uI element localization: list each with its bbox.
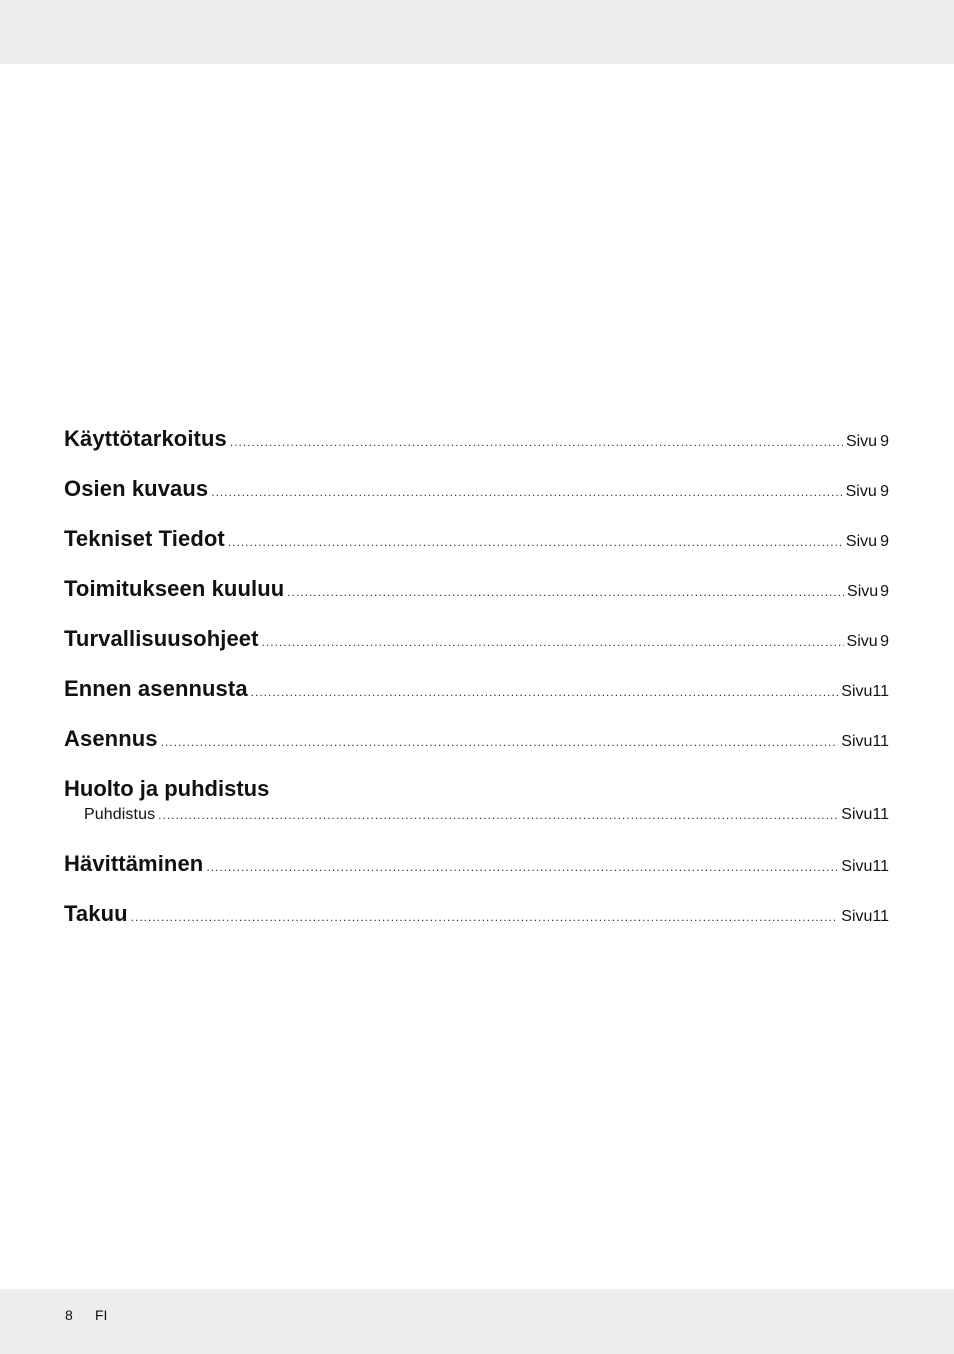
toc-entry-title: Takuu: [64, 901, 128, 926]
sivu-label: Sivu: [841, 858, 873, 875]
toc-entry-tekniset-tiedot[interactable]: [64, 526, 889, 552]
page-number: 9: [880, 583, 889, 600]
header-band: [0, 0, 954, 64]
toc-entry-toimitukseen-kuuluu[interactable]: [64, 576, 889, 602]
sivu-label: Sivu: [841, 908, 873, 925]
dot-leader: [211, 485, 842, 499]
toc-entry-title: Tekniset Tiedot: [64, 526, 225, 551]
dot-leader: [228, 535, 843, 549]
toc-entry-ennen-asennusta[interactable]: [64, 676, 889, 702]
toc-entry-puhdistus[interactable]: [84, 806, 889, 824]
toc-entry-havittaminen[interactable]: [64, 851, 889, 877]
toc-entry-title: Käyttötarkoitus: [64, 426, 227, 451]
footer-language-code: FI: [95, 1307, 108, 1323]
toc-entry-title: Turvallisuusohjeet: [64, 626, 259, 651]
toc-entry-title: Hävittäminen: [64, 851, 204, 876]
dot-leader: [206, 860, 838, 874]
dot-leader: [161, 735, 839, 749]
page-number: 9: [880, 633, 889, 650]
page-number: 11: [872, 908, 889, 925]
toc-entry-osien-kuvaus[interactable]: [64, 476, 889, 502]
toc-entry-takuu[interactable]: [64, 901, 889, 927]
dot-leader: [251, 685, 839, 699]
page-number: 9: [880, 533, 889, 550]
toc-entry-turvallisuusohjeet[interactable]: [64, 626, 889, 652]
page-number: 11: [872, 683, 889, 700]
page-number: 9: [880, 483, 889, 500]
toc-entry-title: Puhdistus: [84, 806, 156, 823]
footer-page-number: 8: [65, 1307, 73, 1323]
toc-entry-title: Asennus: [64, 726, 158, 751]
sivu-label: Sivu: [845, 533, 878, 550]
sivu-label: Sivu: [847, 583, 879, 600]
footer-band: [0, 1289, 954, 1354]
dot-leader: [131, 910, 839, 924]
sivu-label: Sivu: [841, 733, 873, 750]
page-number: 11: [872, 858, 889, 875]
sivu-label: Sivu: [841, 683, 873, 700]
sivu-label: Sivu: [841, 806, 873, 823]
toc-section-huolto-ja-puhdistus[interactable]: Huolto ja puhdistus: [64, 776, 270, 801]
page-number: 11: [872, 806, 889, 823]
toc-entry-title: Toimitukseen kuuluu: [64, 576, 285, 601]
toc-entry-title: Ennen asennusta: [64, 676, 248, 701]
page-number: 9: [880, 433, 889, 450]
sivu-label: Sivu: [845, 483, 877, 500]
dot-leader: [230, 435, 843, 449]
sivu-label: Sivu: [845, 433, 878, 450]
toc-entry-kayttotarkoitus[interactable]: [64, 426, 889, 452]
dot-leader: [158, 808, 838, 822]
sivu-label: Sivu: [846, 633, 878, 650]
toc-entry-asennus[interactable]: [64, 726, 889, 752]
dot-leader: [287, 585, 844, 599]
page-number: 11: [872, 733, 889, 750]
toc-entry-title: Osien kuvaus: [64, 476, 209, 501]
dot-leader: [262, 635, 844, 649]
